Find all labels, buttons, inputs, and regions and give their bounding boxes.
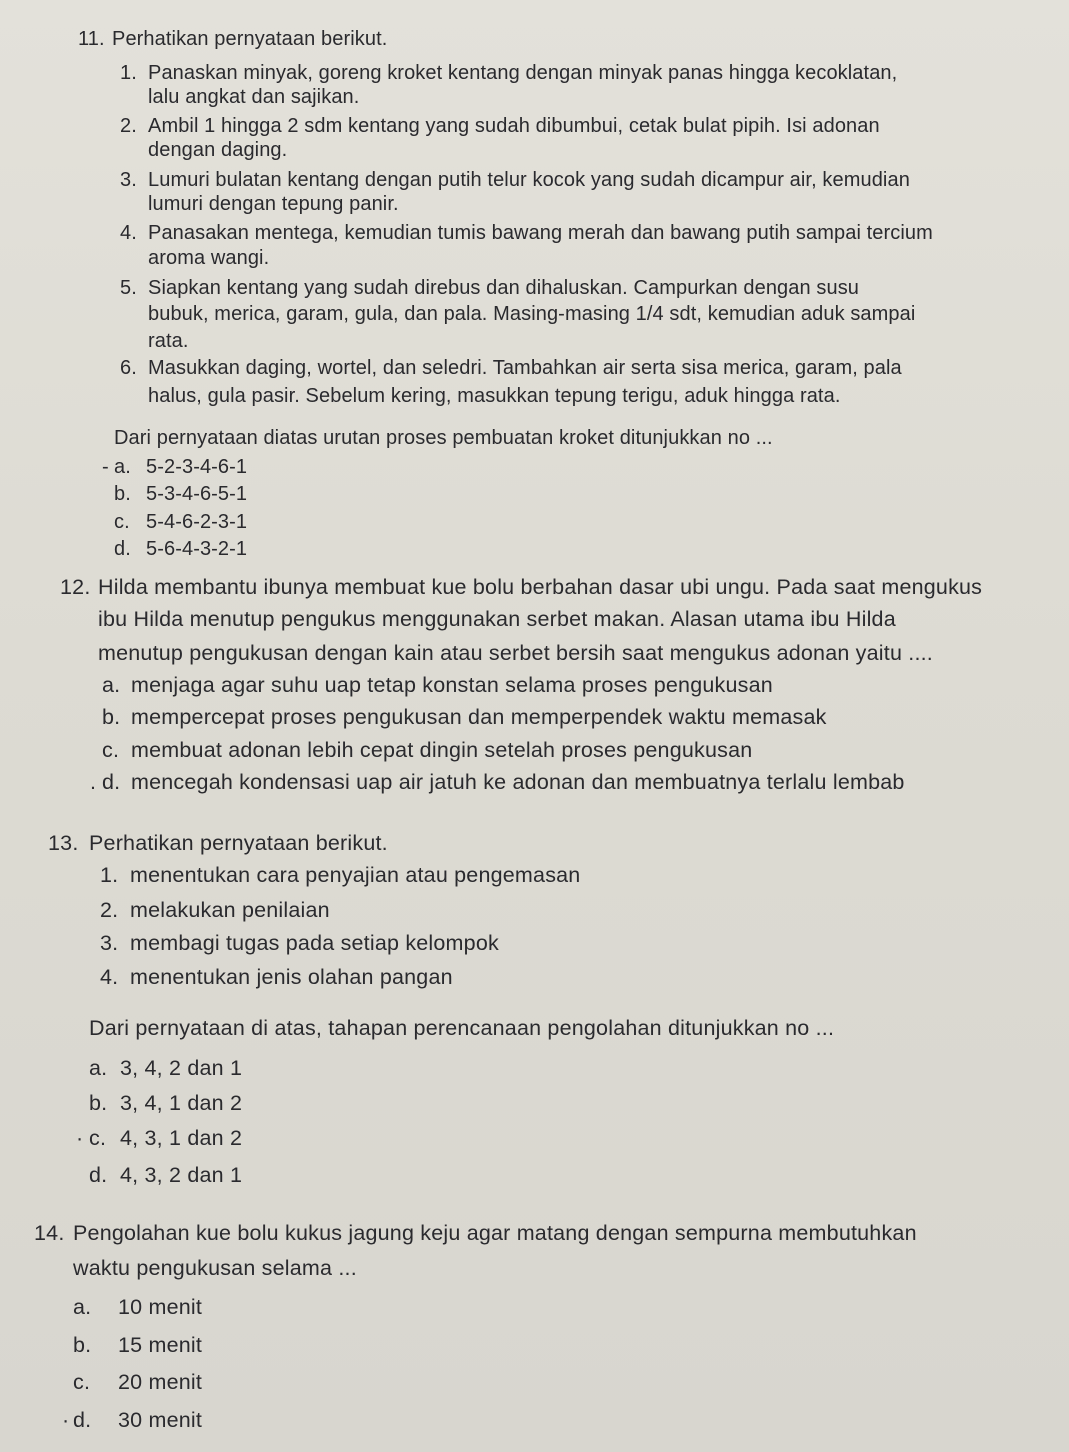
statement-number: 2. — [120, 115, 137, 137]
option-letter: b. — [114, 483, 131, 505]
option-a: menjaga agar suhu uap tetap konstan selama proses pengukusan — [131, 673, 773, 697]
answer-mark: - — [102, 456, 109, 478]
option-letter: d. — [114, 538, 131, 560]
statement-number: 2. — [100, 898, 119, 922]
question-prompt: Perhatikan pernyataan berikut. — [89, 831, 388, 855]
option-d: mencegah kondensasi uap air jatuh ke adonan dan membuatnya terlalu lembab — [131, 770, 905, 794]
question-text: waktu pengukusan selama ... — [73, 1256, 357, 1280]
option-letter: c. — [102, 738, 120, 762]
question-number: 13. — [48, 831, 79, 855]
statement-text: Panasakan mentega, kemudian tumis bawang merah dan bawang putih sampai tercium — [148, 222, 933, 244]
option-a: 10 menit — [118, 1295, 203, 1319]
statement-number: 6. — [120, 357, 137, 379]
statement-number: 3. — [100, 931, 119, 955]
option-d: 4, 3, 2 dan 1 — [120, 1163, 243, 1187]
statement-number: 4. — [120, 222, 137, 244]
option-letter: a. — [73, 1295, 92, 1319]
option-b: mempercepat proses pengukusan dan memperpendek waktu memasak — [131, 705, 827, 729]
option-letter: a. — [89, 1056, 108, 1080]
option-letter: d. — [102, 770, 121, 794]
statement-text: rata. — [148, 330, 189, 352]
option-b: 3, 4, 1 dan 2 — [120, 1091, 243, 1115]
question-text: Pengolahan kue bolu kukus jagung keju agar matang dengan sempurna membutuhkan — [73, 1221, 917, 1245]
option-b: 15 menit — [118, 1333, 203, 1357]
option-letter: c. — [73, 1370, 91, 1394]
answer-mark: · — [76, 1126, 84, 1150]
statement-text: lumuri dengan tepung panir. — [148, 193, 399, 215]
question-number: 11. — [78, 28, 105, 50]
option-letter: d. — [73, 1408, 92, 1432]
option-a: 3, 4, 2 dan 1 — [120, 1056, 243, 1080]
statement-text: Lumuri bulatan kentang dengan putih telur kocok yang sudah dicampur air, kemudian — [148, 169, 910, 191]
option-a: 5-2-3-4-6-1 — [146, 456, 248, 478]
question-prompt: Perhatikan pernyataan berikut. — [112, 28, 388, 50]
statement-number: 5. — [120, 277, 137, 299]
statement-text: halus, gula pasir. Sebelum kering, masukkan tepung terigu, aduk hingga rata. — [148, 385, 841, 407]
statement-text: Masukkan daging, wortel, dan seledri. Tambahkan air serta sisa merica, garam, pala — [148, 357, 902, 379]
option-c: membuat adonan lebih cepat dingin setelah proses pengukusan — [131, 738, 753, 762]
question-text: Dari pernyataan di atas, tahapan perencanaan pengolahan ditunjukkan no ... — [89, 1016, 835, 1040]
statement-text: dengan daging. — [148, 139, 288, 161]
answer-mark: · — [62, 1408, 70, 1432]
option-b: 5-3-4-6-5-1 — [146, 483, 248, 505]
statement-text: lalu angkat dan sajikan. — [148, 86, 360, 108]
question-text: menutup pengukusan dengan kain atau serbet bersih saat mengukus adonan yaitu .... — [98, 641, 933, 665]
statement-text: Panaskan minyak, goreng kroket kentang dengan minyak panas hingga kecoklatan, — [148, 62, 898, 84]
statement-text: bubuk, merica, garam, gula, dan pala. Masing-masing 1/4 sdt, kemudian aduk sampai — [148, 303, 916, 325]
option-letter: c. — [89, 1126, 107, 1150]
question-text: ibu Hilda menutup pengukus menggunakan serbet makan. Alasan utama ibu Hilda — [98, 607, 896, 631]
option-c: 20 menit — [118, 1370, 203, 1394]
statement-number: 3. — [120, 169, 137, 191]
statement-number: 1. — [100, 863, 119, 887]
statement-text: Ambil 1 hingga 2 sdm kentang yang sudah dibumbui, cetak bulat pipih. Isi adonan — [148, 115, 880, 137]
option-d: 5-6-4-3-2-1 — [146, 538, 248, 560]
question-text: Dari pernyataan diatas urutan proses pembuatan kroket ditunjukkan no ... — [114, 427, 773, 449]
option-c: 4, 3, 1 dan 2 — [120, 1126, 243, 1150]
statement-text: menentukan jenis olahan pangan — [130, 965, 453, 989]
answer-mark: . — [90, 770, 97, 794]
question-text: Hilda membantu ibunya membuat kue bolu berbahan dasar ubi ungu. Pada saat mengukus — [98, 575, 983, 599]
option-letter: d. — [89, 1163, 108, 1187]
option-letter: c. — [114, 511, 130, 533]
statement-text: membagi tugas pada setiap kelompok — [130, 931, 499, 955]
statement-text: Siapkan kentang yang sudah direbus dan dihaluskan. Campurkan dengan susu — [148, 277, 860, 299]
statement-number: 1. — [120, 62, 137, 84]
option-letter: b. — [102, 705, 121, 729]
option-letter: b. — [73, 1333, 92, 1357]
question-number: 12. — [60, 575, 91, 599]
option-letter: a. — [102, 673, 121, 697]
option-letter: a. — [114, 456, 131, 478]
statement-text: aroma wangi. — [148, 247, 270, 269]
option-c: 5-4-6-2-3-1 — [146, 511, 248, 533]
statement-number: 4. — [100, 965, 119, 989]
statement-text: menentukan cara penyajian atau pengemasan — [130, 863, 581, 887]
option-d: 30 menit — [118, 1408, 203, 1432]
option-letter: b. — [89, 1091, 108, 1115]
statement-text: melakukan penilaian — [130, 898, 330, 922]
question-number: 14. — [34, 1221, 65, 1245]
